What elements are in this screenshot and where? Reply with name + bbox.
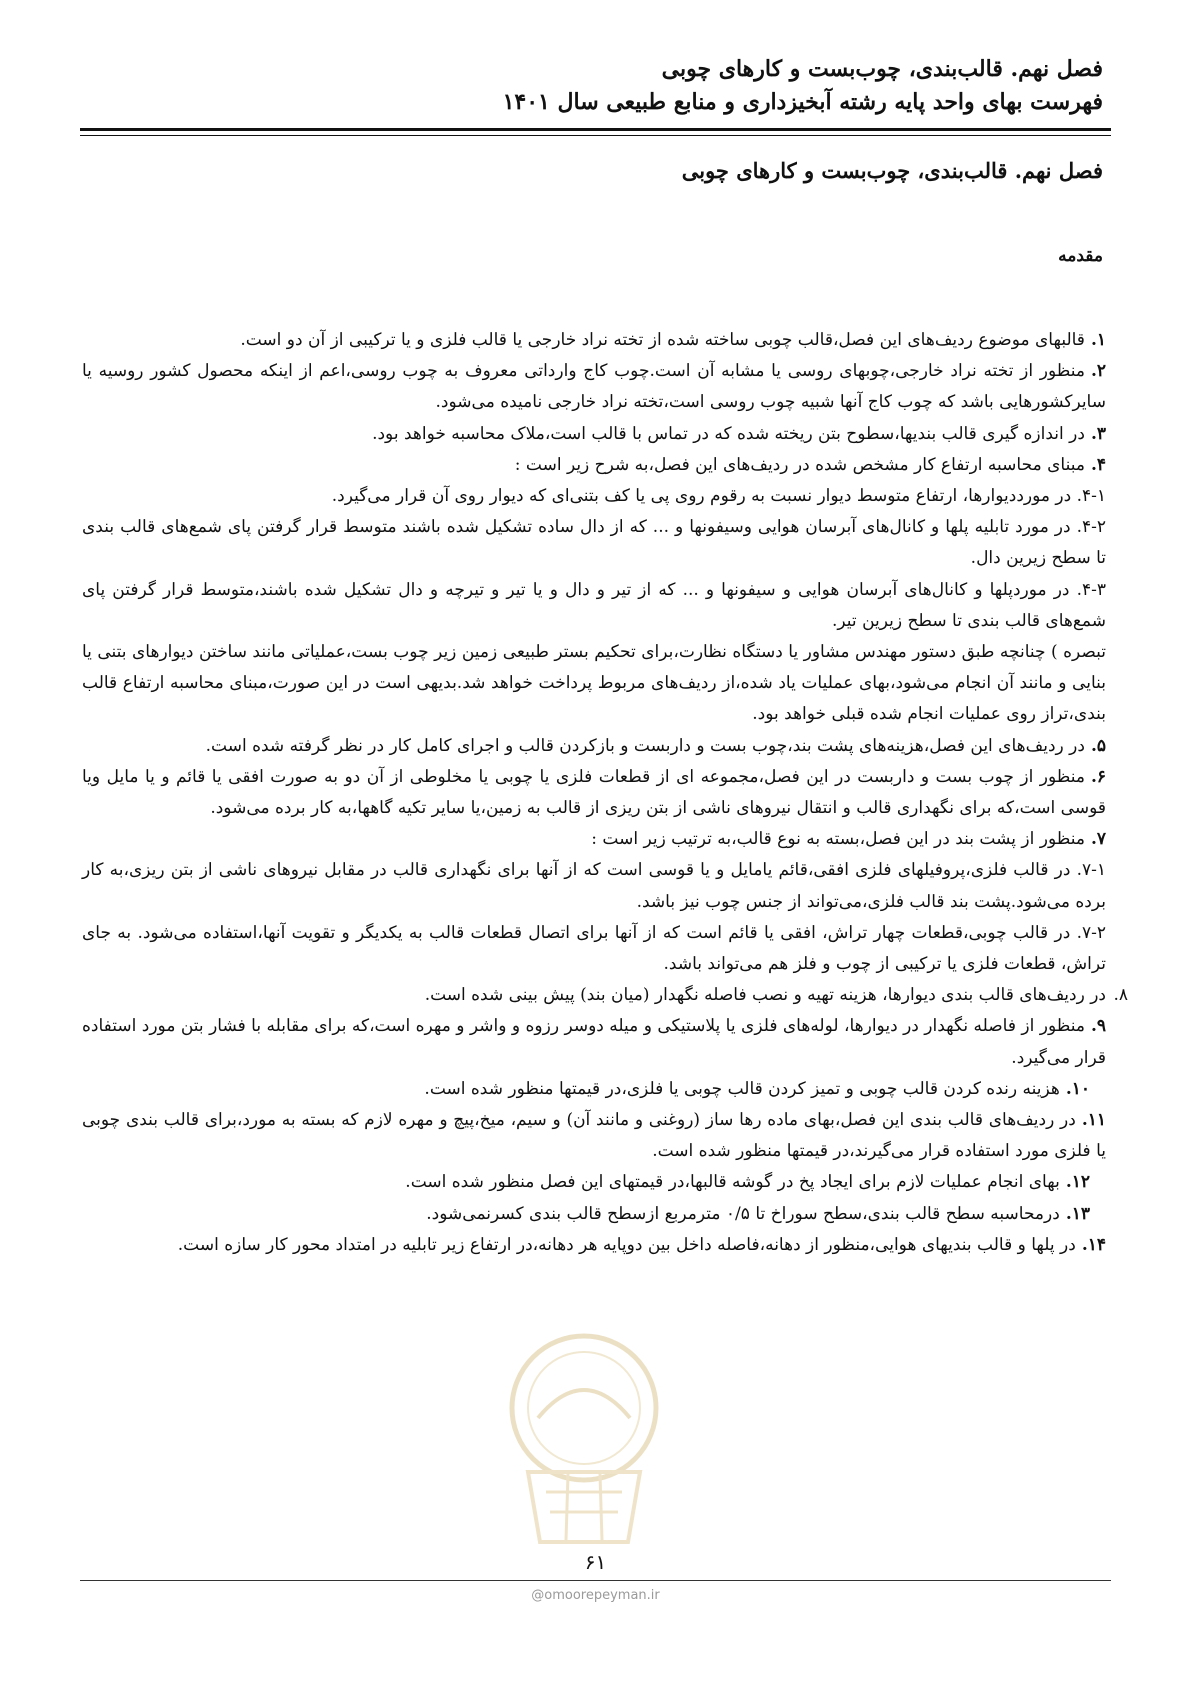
- paragraph-8: [82, 980, 1128, 1011]
- paragraph-number: ۳.: [1090, 423, 1106, 444]
- paragraph-number: ۴.: [1090, 454, 1106, 475]
- paragraph-number: ۷.: [1090, 829, 1106, 850]
- paragraph-13: [82, 1199, 1106, 1230]
- running-header: [80, 52, 1103, 118]
- paragraph-number: ۱.: [1090, 330, 1106, 350]
- header-book-title: فهرست بهای واحد پایه رشته آبخیزداری و منابع طبیعی سال ۱۴۰۱: [502, 89, 1103, 115]
- paragraph-11: [82, 1105, 1106, 1167]
- paragraph-text: منظور از تخته نراد خارجی،چوبهای روسی یا مشابه آن است.چوب کاج وارداتی معروف به چوب روسی،اعم از اینکه محصول کشور روسیه یا سایرکشورهایی باشد که چوب کاج آنها شبیه چوب روسی است،تخته نراد خارجی نامیده می‌شود.: [82, 361, 1106, 413]
- paragraph-9: [82, 1011, 1106, 1073]
- paragraph-4: [82, 450, 1106, 481]
- paragraph-number: ۱۱.: [1081, 1110, 1106, 1131]
- paragraph-text: منظور از فاصله نگهدار در دیوارها، لوله‌های فلزی یا پلاستیکی و میله دوسر رزوه و واشر و مهره است،که برای مقابله با فشار بتن مورد استفاده قرار می‌گیرد.: [82, 1016, 1106, 1068]
- footer-url: @omoorepeyman.ir: [531, 1588, 660, 1603]
- header-rule-thick: [80, 128, 1111, 131]
- paragraph-10: [82, 1074, 1106, 1105]
- paragraph-number: ۱۳.: [1065, 1203, 1090, 1224]
- paragraph-number: ۸.: [1113, 985, 1128, 1006]
- paragraph-text: درمحاسبه سطح قالب بندی،سطح سوراخ تا ۰/۵ مترمربع ازسطح قالب بندی کسرنمی‌شود.: [426, 1203, 1060, 1224]
- paragraph-number: ۱۴.: [1081, 1234, 1106, 1255]
- paragraph-2: [82, 356, 1106, 418]
- paragraph-text: هزینه رنده کردن قالب چوبی و تمیز کردن قالب چوبی یا فلزی،در قیمتها منظور شده است.: [424, 1078, 1060, 1099]
- paragraph-text: مبنای محاسبه ارتفاع کار مشخص شده در ردیف‌های این فصل،به شرح زیر است :: [514, 454, 1085, 475]
- paragraph-14: [82, 1230, 1106, 1261]
- paragraph-text: در ردیف‌های قالب بندی دیوارها، هزینه تهیه و نصب فاصله نگهدار (میان بند) پیش بینی شده است.: [424, 985, 1106, 1006]
- paragraph-text: در اندازه گیری قالب بندیها،سطوح بتن ریخته شده که در تماس با قالب است،ملاک محاسبه خواهد بود.: [372, 423, 1085, 444]
- paragraph-text: در ردیف‌های قالب بندی این فصل،بهای ماده رها ساز (روغنی و مانند آن) و سیم، میخ،پیچ و مهره لازم که بسته به مورد،برای قالب بندی چوبی یا فلزی مورد استفاده قرار می‌گیرند،در قیمتها منظور شده است.: [82, 1110, 1106, 1162]
- paragraph-text: بهای انجام عملیات لازم برای ایجاد پخ در گوشه قالبها،در قیمتهای این فصل منظور شده است.: [405, 1172, 1060, 1193]
- paragraph-4-3: ۴-۳. در موردپلها و کانال‌های آبرسان هوایی و سیفونها و ... که از تیر و دال و یا تیر و تیرچه و دال تشکیل شده باشند،متوسط قرار گرفتن پای شمع‌های قالب بندی تا سطح زیرین تیر.: [82, 579, 1106, 631]
- paragraph-number: ۲.: [1090, 361, 1106, 382]
- paragraph-text: منظور از چوب بست و داربست در این فصل،مجموعه ای از قطعات فلزی یا چوبی یا مخلوطی از آن دو به صورت افقی یا قائم و یا مایل ویا قوسی است،که برای نگهداری قالب و انتقال نیروهای ناشی از بتن ریزی از قالب به زمین،یا سایر تکیه گاهها،به کار برده می‌شود.: [82, 766, 1106, 819]
- paragraph-6: [82, 762, 1106, 824]
- seal-watermark-icon: [498, 1322, 670, 1554]
- document-body: [82, 325, 1128, 1261]
- paragraph-4-1: ۴-۱. در مورددیوارها، ارتفاع متوسط دیوار نسبت به رقوم روی پی یا کف بتنی‌ای که دیوار روی آن قرار می‌گیرد.: [331, 486, 1106, 507]
- paragraph-7: [82, 824, 1106, 855]
- paragraph-1: [82, 325, 1106, 356]
- paragraph-7-2: ۷-۲. در قالب چوبی،قطعات چهار تراش، افقی یا قائم است که از آنها برای اتصال قطعات قالب به یکدیگر و تقویت آنها،استفاده می‌شود. به جای تراش، قطعات فلزی یا ترکیبی از چوب و فلز هم می‌تواند باشد.: [82, 922, 1106, 975]
- paragraph-4-2: ۴-۲. در مورد تابلیه پلها و کانال‌های آبرسان هوایی وسیفونها و ... که از دال ساده تشکیل شده باشند متوسط قرار گرفتن پای شمع‌های قالب بندی تا سطح زیرین دال.: [82, 517, 1106, 569]
- paragraph-number: ۶.: [1090, 766, 1106, 787]
- page-number: ۶۱: [584, 1550, 607, 1574]
- paragraph-5: [82, 731, 1106, 762]
- header-rule-thin: [80, 135, 1111, 136]
- paragraph-number: ۱۲.: [1065, 1172, 1090, 1193]
- header-chapter-title: فصل نهم. قالب‌بندی، چوب‌بست و کارهای چوبی: [661, 56, 1103, 82]
- paragraph-text: در پلها و قالب بندیهای هوایی،منظور از دهانه،فاصله داخل بین دوپایه هر دهانه،در ارتفاع زیر تابلیه در امتداد محور کار سازه است.: [177, 1234, 1076, 1255]
- paragraph-text: منظور از پشت بند در این فصل،بسته به نوع قالب،به ترتیب زیر است :: [591, 829, 1085, 850]
- footer-rule: [80, 1580, 1111, 1581]
- paragraph-3: [82, 419, 1106, 450]
- chapter-title: فصل نهم. قالب‌بندی، چوب‌بست و کارهای چوبی: [681, 158, 1103, 183]
- paragraph-12: [82, 1167, 1106, 1198]
- paragraph-number: ۱۰.: [1065, 1078, 1090, 1099]
- paragraph-number: ۹.: [1090, 1016, 1106, 1037]
- section-heading-intro: مقدمه: [1058, 246, 1103, 266]
- paragraph-number: ۵.: [1090, 735, 1106, 756]
- paragraph-note: تبصره ) چنانچه طبق دستور مهندس مشاور یا دستگاه نظارت،برای تحکیم بستر طبیعی زمین زیر چوب بست،عملیاتی مانند ساختن دیوارهای بتنی یا بنایی و مانند آن انجام می‌شود،بهای عملیات یاد شده،از ردیف‌های مربوط پرداخت خواهد شد.بدیهی است در این صورت،مبنای محاسبه ارتفاع قالب بندی،تراز روی عملیات انجام شده قبلی خواهد بود.: [82, 642, 1106, 725]
- paragraph-7-1: ۷-۱. در قالب فلزی،پروفیلهای فلزی افقی،قائم یامایل و یا قوسی است که از آنها برای نگهداری قالب در مقابل نیروهای ناشی از بتن ریزی،به کار برده می‌شود.پشت بند قالب فلزی،می‌تواند از جنس چوب نیز باشد.: [82, 860, 1106, 912]
- paragraph-text: در ردیف‌های این فصل،هزینه‌های پشت بند،چوب بست و داربست و بازکردن قالب و اجرای کامل کار در نظر گرفته شده است.: [205, 735, 1085, 756]
- paragraph-text: قالبهای موضوع ردیف‌های این فصل،قالب چوبی ساخته شده از تخته نراد خارجی یا قالب فلزی و یا ترکیبی از آن دو است.: [240, 330, 1085, 350]
